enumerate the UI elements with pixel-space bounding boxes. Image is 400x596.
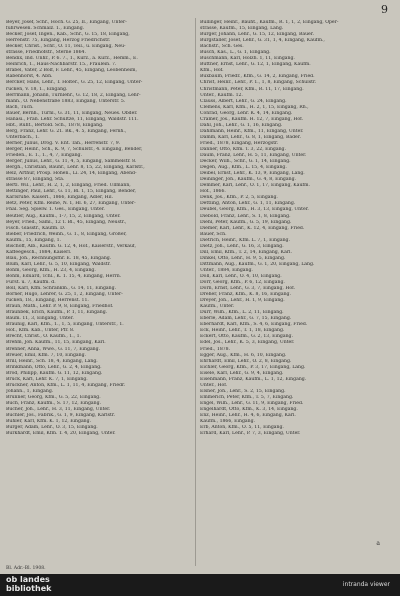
directory-entry: Bauer, Sch. [200,231,227,237]
directory-entry: Fhal. Seg. Spielw. 1. Ges., Eingang, Unter. [6,207,105,213]
directory-entry: Dinkel, Otto, Lehr., H. 9, 5, Eingang. [200,255,286,261]
right-column [200,20,380,437]
directory-entry: Brenner, Anna, Wwe., G. 11, 7, Eingang. [6,346,101,352]
directory-entry: Bendix, Ind. Unhr., P. 6. 7., 1., Kurz., a. Kurz., Hemm., E. [6,56,138,62]
margin-mark: a [376,540,380,547]
directory-entry: Berrmann, Johann, Turnlehr., G. 12, 18, 2, Eingang, Lehr- [6,92,141,98]
directory-entry: Bischoff, Alb., Kaufm. G. 12, 4, Hof., Kaiserstr., Verkauf, [6,243,136,249]
directory-entry: Breuer, Emil, Kfm. 7, 10, Eingang. [6,352,86,358]
directory-entry: Clemens, Karl, Kfm., H. 2, 1, 15, Eingang, Rh., [200,104,309,110]
directory-entry: Dahl, Joh., Lehr., G. 1, 16, Eingang. [200,122,283,128]
directory-entry: Engelhardt, Otto, Kfm., K. 3, 14, Eingang. [200,407,298,412]
directory-entry: Bach, Tuch. [6,104,34,110]
directory-entry: Bergh., Christian, Bauhr., Lehr. 8, 15, 22, Eingang, Karlstr., [6,165,145,171]
directory-entry: Decker, Wilh., Schr., G. 1, 14, Eingang. [200,159,291,165]
directory-entry: Unter., 1884, Eingang. [200,267,253,273]
directory-entry: Christmann, Peter, Kfm., R. 11, 17, Eingang. [200,86,304,92]
directory-entry: Diemer, Karl, Lehr., K. 12, 4, Eingang, Fried. [200,225,305,231]
directory-entry: Brückner, Anton, Kfm., L. 1, 11, 4, Eingang, Friedr. [6,382,126,388]
directory-entry: Dreyer, Joh., Lehr., H. 1, 9, Eingang. [200,298,285,304]
directory-entry: Elsner, Joh., Lehr., S. 2, 15, Eingang. [200,388,286,394]
directory-entry: Enz, Heinr., Lehr., H. 4, 6, Eingang, Karl. [200,413,296,419]
directory-entry: Kaufm., 15, Eingang, 1. [6,237,61,243]
directory-entry: Dorn, Ernst, Lehr., G. 3, 7, Eingang, Hof. [200,286,296,292]
directory-entry: Conrad, Georg, Lehr. K. 4, 14, Eingang. [200,110,293,116]
directory-entry: Buschmann, Karl, Holzh. 1, 11, Eingang. [200,56,295,62]
page-footnote: Bl. Adr.-Bl. 1908. [6,566,46,571]
directory-entry: Unter., Hof. [200,382,228,388]
library-logo[interactable] [6,576,51,593]
directory-entry: Engel, Wilh., Lehr., G. 11, 9, Eingang, Fried. [200,400,304,406]
directory-entry: Dahlmann, Heinr., Kfm., 11, Eingang, Unter. [200,128,304,134]
directory-entry: Beyer, Fried., Saml., 12 T. Bl., 45, Eingang, Neustr., [6,219,127,225]
directory-entry: Hanasi., Fran. Lehr. Schultze, 11, Eingang, Waldstr. 111. [6,116,139,122]
directory-entry: Büttner, Ernst, Lehr., G. 12, 1, Eingang, Kaufm. [200,62,311,68]
page-number: 9 [381,3,388,16]
directory-entry: Bertl. Wil., Lehr., H. 2, 1, 2, Eingang, Fried. Ullmann, [6,183,131,189]
directory-entry: Eberle, Adam, Lehr., G. 7, 15, Eingang. [200,316,292,322]
directory-entry: Brinkmann, Otto, Lehr., G. 2, 4, Eingang. [6,364,102,370]
directory-entry: Blum, Karl, Lehr., G. 5, 10, Eingang, Waldstr. [6,261,111,267]
directory-entry: Herrenstr. 75, Eingang, Herzog Friedrichstr. [6,38,111,44]
directory-entry: Johann., 1, Eingang. [6,388,54,394]
directory-entry: Bachstr., Sch. Ges. [200,44,244,50]
directory-entry: strasse 87, Eingang, Sta. [6,177,65,183]
directory-entry: Damm, Karl, Lehr., G. 8, 1, Eingang, Bader. [200,134,301,140]
directory-entry: Brabel, Vater, 2 Bolf, F. Lehr., 45, Eingang, Leobenheim, [6,68,137,74]
directory-entry: Eichler, Georg, Kfm., P. 3, 17, Eingang, Lang. [200,364,306,370]
directory-entry: Bieber, Friedrich, Weinh., G. 1., 8, Eingang, Großer, [6,231,127,237]
directory-entry: strasse, Kaufm., 15, Eingang, Lang. [200,26,284,32]
column-divider [195,18,196,566]
directory-entry: strasse, Friedhofstr., Sterne 1864. [6,50,86,56]
directory-entry: Bürger, Adam, Lehr., O. 3, 15, Eingang. [6,425,98,431]
directory-entry: Frieden., E. 1., 1., 4, 7, Eingang. [6,153,82,159]
directory-entry: Karlsruhe. Kaiserl., 1866, Eingang, Adler, Hil. [6,195,114,201]
directory-entry: Fried., 1878, Eingang, Herzogstr. [200,140,279,146]
directory-entry: Dreher, Franz, Kfm., K. 8, 16, Eingang. [200,292,291,298]
directory-entry: Denk, Jos., Kfm., P. 2, 5, Eingang. [200,195,278,201]
directory-entry: Kaffeegesch., 1884, Kaiserl. [6,249,72,255]
directory-entry: Diebold, Franz, Lehr., S. 1, 8, Eingang. [200,213,291,219]
directory-entry: Erb, Anton, Kfm., O. 5, 11, Eingang. [200,425,284,431]
directory-entry: Eisele, Karl, Lehr., G. 9, 4, Eingang. [200,370,284,376]
directory-entry: Becker, Josef, Ingen., Kab., Schr., G. 15, 18, Eingang, [6,32,130,38]
directory-entry: Ehrhardt, Emil, Lehr., O. 2, 8, Eingang. [200,358,292,364]
directory-entry: Brehm, Joh. Kaufm., 11, 15, Eingang, Karl. [6,340,106,346]
directory-entry: Dill, Emil, Kfm., T. 2, 14, Eingang, Karl. [200,249,292,255]
directory-entry: Erhard, Karl, Lehr., P. 7, 3, Eingang, Unter. [200,431,301,437]
directory-entry: Fisch. Glasstr., Kaufm. D. [6,225,66,231]
directory-entry: Böhm, Eduard, Tchl., K. 1. 15, 4, Eingang, Herrn. [6,273,122,279]
directory-entry: Braunbek, Erich, Kaufm., P. 1, 11, Eingang. [6,310,108,316]
directory-entry: Brunner, Georg, Kfm., G. 5, 22, Eingang. [6,394,101,400]
directory-entry: Heinrich, 1., Haus-Nachbarstr. 15., Fräulein. 7. [6,62,117,68]
directory-entry: Egger, Aug., Kfm., H. 6, 10, Eingang. [200,352,287,358]
directory-entry: Bucher, Joh., Lehr., H. 3, 11, Eingang, Unter. [6,407,111,412]
directory-entry: Unter., Kaufm. 12. [200,92,243,98]
directory-entry: Brill, Heinr., Sch. 18, 4, Eingang, Lang. [6,358,98,364]
directory-entry: rucken, V. 18, 1., Eingang. [6,86,68,92]
directory-entry: Diehl, Peter, Kaufm., G. 5, 19, Eingang. [200,219,292,225]
directory-entry: Hof., Kfm. Kab., Unter, Pfr. 8. [6,328,75,334]
directory-entry: Eberhardt, Karl, Kfm., S. 4, 6, Eingang, Fried. [200,322,308,328]
directory-entry: Buch, Franz, Kaufm., S. 17, 12, Eingang. [6,400,102,406]
directory-entry: Blau, Joh., Rechnungsfhr. E. 18, 45, Eingang. [6,255,112,261]
directory-entry: Dettling, Anton, Lehr., G. 1, 11, Eingang. [200,201,296,207]
directory-entry: Eck, Heinr., Lehr., T. 1, 18, Eingang. [200,328,285,334]
directory-entry: Clauss, Albert, Lehr., G. 24, Eingang. [200,98,287,104]
directory-entry: Kaufm., Unter. [200,304,235,310]
directory-entry: Büchler, Jos., Fabrik., G. 1, 9, Eingang, Karlstr. [6,413,115,419]
directory-entry: Burger, Johann, Lehr., G. 15, 12, Eingang, Bauer. [200,32,314,38]
directory-entry: Berger, Heinr., Sch., K. 9, 7, Schulstr., 4. Eingang, Bender, [6,146,143,152]
directory-entry: Berg, Franz, Lehr. G. 21. Bk., 4. 5, Eingang, Fernh., [6,128,127,134]
directory-entry: Kfm., Hof. [200,68,224,74]
directory-entry: fuhrwesen. Schmalz. 1., Eingang. [6,26,85,32]
directory-entry: Hbt., Ruht., Bertold. Sch., 1878, Eingang. [6,122,104,128]
directory-entry: Dietrich, Heinr., Kfm. L. 7, 1, Eingang. [200,237,290,243]
directory-entry: Daum, Franz, Lehr., H. 5, 11, Eingang, Unter. [200,153,307,159]
viewer-footer [0,574,400,596]
logo-line-2: bibliothek [6,583,52,593]
directory-entry: Boll, Karl, Kfm. Schrankm., G. 14, 11, Eingang. [6,286,117,292]
directory-entry: Edel, Jos., Lehr., K. 5, 3, Eingang, Unter. [200,340,295,346]
directory-entry: Deubel, Georg, Kfm., H. 3, 13, Eingang, Unter. [200,207,309,213]
directory-entry: Belz, Arthur, Prosp. Hohen., Li. 24, 14, Eingang, Abend- [6,171,137,177]
directory-entry: Demmer, Karl, Lehr., O. 1, 17, Eingang, Kaufm. [200,183,310,189]
directory-entry: Böhm, Georg, Kfm., H. 23, 4, Eingang. [6,267,96,273]
directory-entry: Bauer, Bernh., Turnl., G. 31, 11, Eingang, Neues. Obder. [6,110,138,116]
directory-entry: rucken, 18., Eingang, Herrenst. 11. [6,298,89,304]
directory-entry: Deininger, Joh., Kaufm., G. 4, 8, Eingang. [200,177,296,183]
directory-entry: Degen, Aug., Kfm., L. 15, 4, Eingang. [200,165,287,171]
directory-entry: Hof., 1866. [200,189,226,195]
logo-line-1: ob landes [6,575,50,584]
directory-entry: Betz, Peter, Kfm. Reihe, N. 1, Hl. 6, 27, Eingang, Unter- [6,201,136,207]
directory-entry: Bullinger, Heinr., Bauht., Kaufm., R. 1, 1, 2, Eingang, Oper- [200,20,339,25]
directory-entry: Brecht, Christ., O. Kaufm., 1., 1. [6,334,81,340]
directory-entry: Bettinger, Paul, Lehr., G. 11, Bl. 1, 15, Eingang, Bender, [6,189,136,195]
directory-entry: Burkhardt, Emil, Kfm. T. 4, 20, Eingang, Unter. [6,431,116,437]
directory-entry: Borner, Hugo, Lehrer, G. 25, 1, 2, Eingang, Unter- [6,292,123,298]
directory-entry: Burgstaller, Josef, Lehr., G. 31, 1, 4, Eingang, Kaufm., [200,38,325,44]
directory-entry: Rabenhorst, 4. Abh. [6,74,53,80]
directory-entry: Beyer, Josef, Schr., Hoch. G. 25, II., Eingang, Unter- [6,20,127,25]
directory-entry: Bühler, Karl, Kfm. K. 1, 12, Eingang. [6,419,92,425]
directory-entry: Eisenmann, Franz, Kaufm., L. 1, 12, Eingang. [200,376,307,382]
directory-entry: Becker, Christ., Schr., O. 11, Teil., u. Eingang, Neu- [6,44,126,50]
directory-entry: mann., O. Nebenstraße 1883, Eingang, Unterstr. 5. [6,98,126,104]
viewer-brand[interactable]: intranda viewer [342,581,390,588]
directory-entry: Bräunig, Karl, Kfm., 1., 1, 5, Eingang, Unterstr., 1. [6,322,124,328]
left-column [6,20,186,437]
directory-entry: Doll, Karl, Lehr., O. 4, 10, Eingang. [200,273,282,279]
directory-entry: Dörr, Georg, Kfm., P. 6, 12, Eingang. [200,280,285,286]
directory-entry: Fried., 1878. [200,346,231,352]
directory-entry: Deibel, Ernst, Lehr., K. 13, 9, Eingang, Lang. [200,171,305,177]
directory-entry: Danner, Otto, Kfm. T. 3, 22, Eingang. [200,146,286,152]
directory-entry: Braun, Math., Lehr. P. 9, 8, Eingang, Friedhof. [6,304,114,310]
directory-entry: Unterbach., 1. [6,134,40,140]
directory-entry: Beutler, Aug., Kaufm., 1-7, 15, 2, Eingang, Unter. [6,213,121,219]
directory-entry: Buxbaum, Friedr., Kfm., G. 14, 2, Eingang, Fried. [200,74,315,80]
directory-entry: Cramer, Jos., Kaufm. H. 12, 7, Eingang, Hof. [200,116,304,122]
directory-entry: Dietz, Joh., Lehr., G. 16, 3, Eingang. [200,243,284,249]
directory-entry: Berger, Julius, Lehr., G. 11, 4, 5, Eingang, Sammelstr. 8. [6,159,137,165]
directory-entry: Dittmann, Aug., Kaufm., G. 1, 20, Eingang, Lang. [200,261,315,267]
directory-entry: Bercker, Hans, Lehr., T. Holter., G. 25, 12, Eingang, Unter- [6,80,143,86]
directory-entry: Eckert, Otto, Kaufm., G. 2, 13, Eingang. [200,334,293,340]
directory-entry: Baum. 11, 3, Eingang, Unter. [6,316,74,322]
directory-entry: Brück, Karl, Lehr. K. 7, 1, Eingang. [6,376,88,382]
directory-entry: Dürr, Wilh., Kfm., L. 2, 11, Eingang. [200,310,284,316]
directory-entry: Berner, Julius, Drog. V. Ent. Tah., Herrenstr. 7, 9. [6,140,121,146]
directory-entry: Kaufm., 1866, Eingang. [200,419,255,425]
directory-entry: Brod, Philipp, Kaufm. G. 11, 12, Eingang. [6,370,103,376]
directory-entry: Christ, Heinr., Lehr., P. 1., 1, 8, Eingang, Schulstr. [200,80,317,86]
directory-entry: Fürst. u. 7, Kaufm. d. [6,280,56,286]
directory-entry: Busch, Kas., L., G. 1, Eingang. [200,50,271,56]
directory-entry: Emmerich, Peter, Kfm., T. 5, 7, Eingang. [200,394,294,400]
